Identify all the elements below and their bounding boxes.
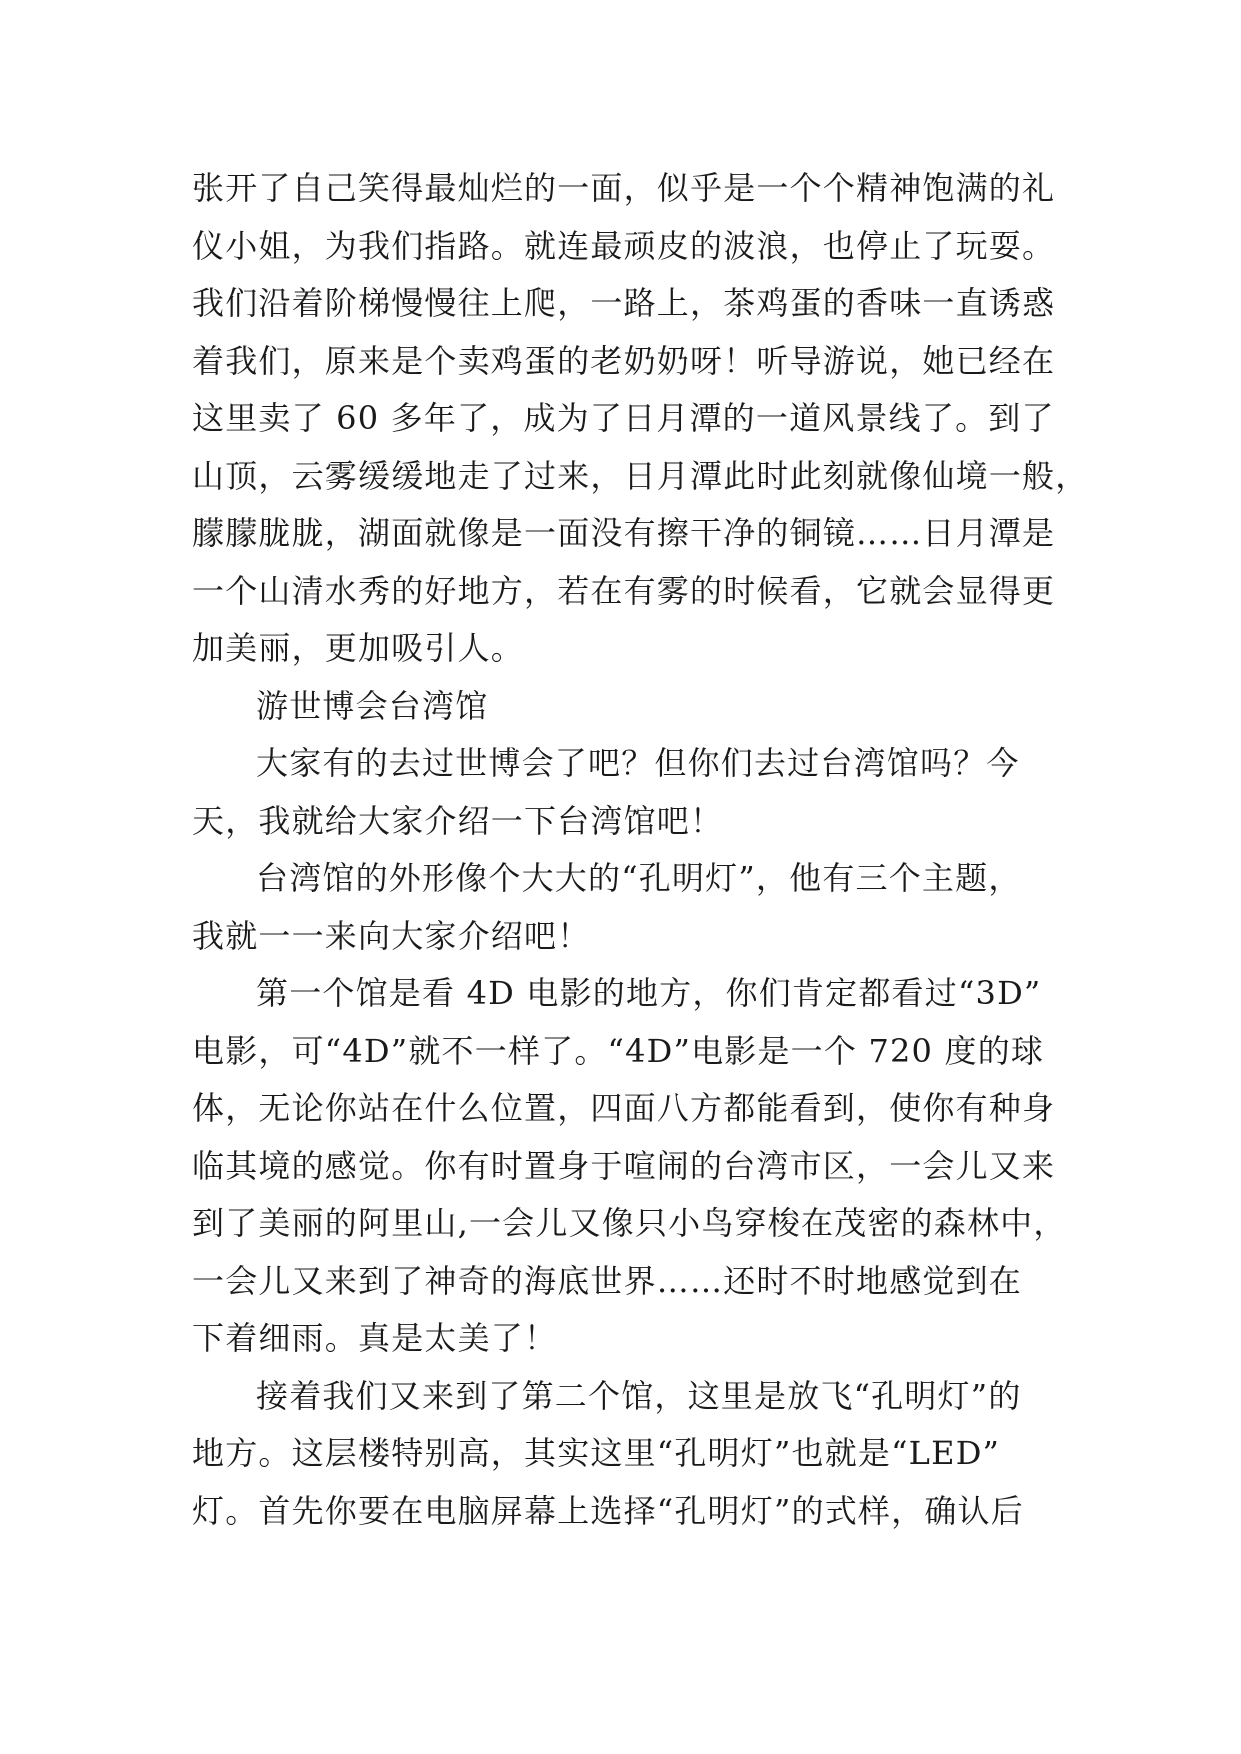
text-line: 台湾馆的外形像个大大的“孔明灯”，他有三个主题， [256,859,1022,897]
text-line: 大家有的去过世博会了吧？但你们去过台湾馆吗？今 [256,744,1020,782]
text-line: 这里卖了 60 多年了，成为了日月潭的一道风景线了。到了 [192,399,1055,437]
text-line: 山顶，云雾缓缓地走了过来，日月潭此时此刻就像仙境一般， [192,456,1089,495]
text-line: 加美丽，更加吸引人。 [192,629,525,667]
text-line: 张开了自己笑得最灿烂的一面，似乎是一个个精神饱满的礼 [192,169,1056,207]
text-line: 电影，可“4D”就不一样了。“4D”电影是一个 720 度的球 [192,1031,1045,1070]
text-line: 仪小姐，为我们指路。就连最顽皮的波浪，也停止了玩耍。 [192,226,1056,265]
text-line: 朦朦胧胧，湖面就像是一面没有擦干净的铜镜……日月潭是 [192,514,1056,552]
text-line: 天，我就给大家介绍一下台湾馆吧！ [192,801,724,840]
text-line: 我们沿着阶梯慢慢往上爬，一路上，茶鸡蛋的香味一直诱惑 [192,284,1056,322]
text-line: 体，无论你站在什么位置，四面八方都能看到，使你有种身 [192,1089,1056,1127]
text-line: 灯。首先你要在电脑屏幕上选择“孔明灯”的式样，确认后 [192,1491,1024,1530]
text-line: 一个山清水秀的好地方，若在有雾的时候看，它就会显得更 [192,571,1056,610]
text-line: 临其境的感觉。你有时置身于喧闹的台湾市区，一会儿又来 [192,1146,1056,1185]
document-body [192,160,1089,1540]
text-line: 我就一一来向大家介绍吧！ [192,916,591,955]
text-line: 一会儿又来到了神奇的海底世界……还时不时地感觉到在 [192,1261,1023,1300]
text-line: 接着我们又来到了第二个馆，这里是放飞“孔明灯”的 [256,1376,1022,1415]
text-line: 下着细雨。真是太美了！ [192,1319,558,1357]
section-title: 游世博会台湾馆 [256,686,489,725]
text-line: 地方。这层楼特别高，其实这里“孔明灯”也就是“LED” [192,1434,1001,1472]
text-line: 到了美丽的阿里山,一会儿又像只小鸟穿梭在茂密的森林中， [192,1204,1067,1242]
text-line: 第一个馆是看 4D 电影的地方，你们肯定都看过“3D” [256,974,1042,1012]
text-line: 着我们，原来是个卖鸡蛋的老奶奶呀！听导游说，她已经在 [192,341,1056,380]
